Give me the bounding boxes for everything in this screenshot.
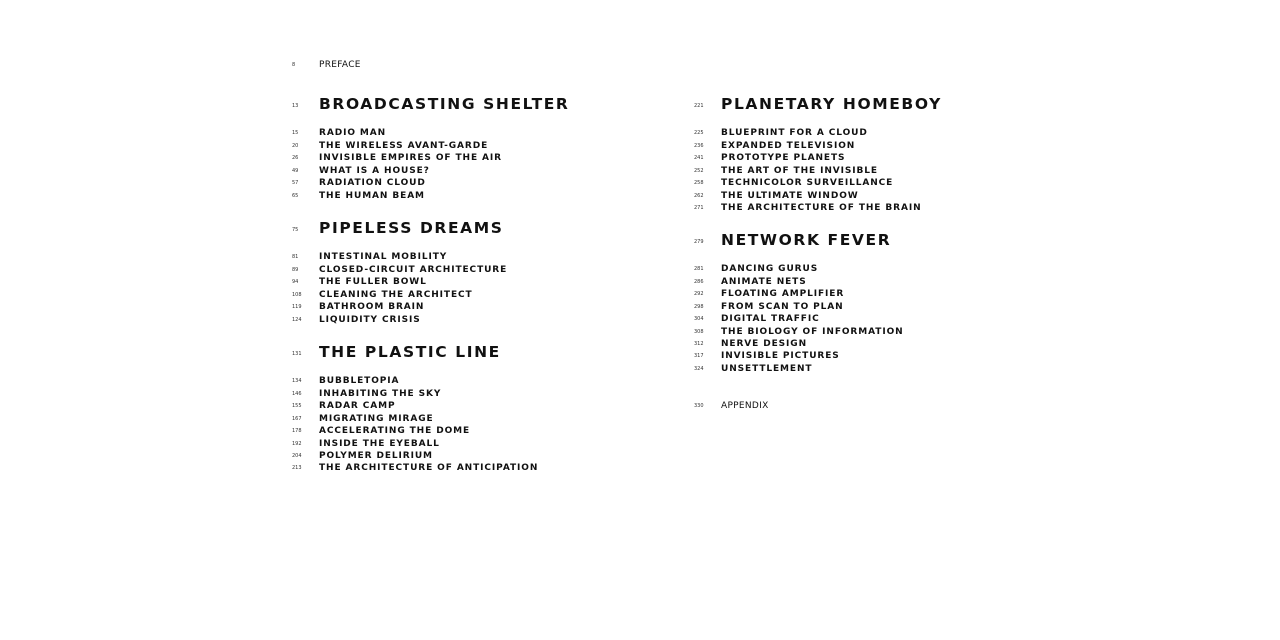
toc-entry (694, 176, 1280, 190)
toc-title: BUBBLETOPIA (319, 376, 400, 386)
toc-title: POLYMER DELIRIUM (319, 451, 433, 461)
toc-page-number: 324 (694, 366, 704, 372)
toc-title: BROADCASTING SHELTER (319, 95, 570, 113)
toc-page-number: 304 (694, 316, 704, 322)
toc-entry (292, 424, 932, 438)
toc-title: THE PLASTIC LINE (319, 343, 501, 361)
toc-title: BATHROOM BRAIN (319, 302, 425, 312)
toc-page-number: 134 (292, 378, 302, 384)
toc-title: LIQUIDITY CRISIS (319, 315, 421, 325)
toc-page-number: 13 (292, 103, 299, 109)
toc-entry (694, 126, 1280, 140)
toc-page-number: 279 (694, 239, 704, 245)
toc-entry (694, 151, 1280, 165)
toc-page-number: 108 (292, 292, 302, 298)
toc-title: UNSETTLEMENT (721, 364, 813, 374)
toc-page-number: 286 (694, 279, 704, 285)
toc-title: PLANETARY HOMEBOY (721, 95, 942, 113)
toc-page-number: 155 (292, 403, 302, 409)
toc-entry (292, 374, 932, 388)
toc-title: INTESTINAL MOBILITY (319, 252, 448, 262)
toc-title: THE ART OF THE INVISIBLE (721, 166, 878, 176)
toc-title: RADIO MAN (319, 128, 387, 138)
toc-page-number: 221 (694, 103, 704, 109)
toc-title: APPENDIX (721, 401, 769, 411)
toc-page-number: 167 (292, 416, 302, 422)
toc-page-number: 262 (694, 193, 704, 199)
toc-entry (292, 58, 932, 72)
toc-title: WHAT IS A HOUSE? (319, 166, 430, 176)
toc-title: CLEANING THE ARCHITECT (319, 290, 473, 300)
toc-page-number: 8 (292, 62, 296, 68)
toc-page-number: 15 (292, 130, 299, 136)
toc-entry (694, 287, 1280, 301)
toc-entry (694, 262, 1280, 276)
toc-title: THE WIRELESS AVANT-GARDE (319, 141, 489, 151)
toc-title: FLOATING AMPLIFIER (721, 289, 845, 299)
toc-page-number: 131 (292, 351, 302, 357)
toc-page-number: 124 (292, 317, 302, 323)
toc-page-number: 271 (694, 205, 704, 211)
toc-entry (694, 312, 1280, 326)
toc-title: INVISIBLE PICTURES (721, 351, 840, 361)
toc-title: THE ARCHITECTURE OF THE BRAIN (721, 203, 922, 213)
toc-page-number: 119 (292, 304, 302, 310)
toc-title: PROTOTYPE PLANETS (721, 153, 846, 163)
toc-title: DIGITAL TRAFFIC (721, 314, 820, 324)
toc-page-number: 213 (292, 465, 302, 471)
toc-page-number: 225 (694, 130, 704, 136)
toc-title: THE FULLER BOWL (319, 277, 427, 287)
toc-title: RADIATION CLOUD (319, 178, 426, 188)
toc-title: NETWORK FEVER (721, 231, 892, 249)
toc-title: MIGRATING MIRAGE (319, 414, 434, 424)
toc-page-number: 281 (694, 266, 704, 272)
toc-title: INHABITING THE SKY (319, 389, 442, 399)
toc-title: TECHNICOLOR SURVEILLANCE (721, 178, 894, 188)
toc-title: NERVE DESIGN (721, 339, 808, 349)
toc-page-number: 292 (694, 291, 704, 297)
toc-title: RADAR CAMP (319, 401, 396, 411)
toc-page-number: 57 (292, 180, 299, 186)
toc-page-number: 178 (292, 428, 302, 434)
toc-title: ACCELERATING THE DOME (319, 426, 471, 436)
toc-page-number: 26 (292, 155, 299, 161)
toc-title: THE BIOLOGY OF INFORMATION (721, 327, 904, 337)
toc-entry (694, 399, 1280, 413)
toc-page-number: 236 (694, 143, 704, 149)
toc-page-number: 94 (292, 279, 299, 285)
toc-title: DANCING GURUS (721, 264, 819, 274)
toc-title: ANIMATE NETS (721, 277, 807, 287)
toc-page-number: 298 (694, 304, 704, 310)
toc-page-number: 81 (292, 254, 299, 260)
toc-page-number: 204 (292, 453, 302, 459)
toc-page-number: 65 (292, 193, 299, 199)
toc-title: THE ULTIMATE WINDOW (721, 191, 859, 201)
toc-title: EXPANDED TELEVISION (721, 141, 856, 151)
toc-page-number: 89 (292, 267, 299, 273)
toc-page-number: 317 (694, 353, 704, 359)
toc-page-number: 308 (694, 329, 704, 335)
toc-page-number: 146 (292, 391, 302, 397)
toc-page-number: 49 (292, 168, 299, 174)
toc-section-heading (694, 97, 1280, 111)
toc-page-number: 20 (292, 143, 299, 149)
toc-page-number: 241 (694, 155, 704, 161)
toc-section-heading (694, 233, 1280, 247)
toc-title: THE ARCHITECTURE OF ANTICIPATION (319, 463, 539, 473)
toc-title: CLOSED-CIRCUIT ARCHITECTURE (319, 265, 508, 275)
toc-page-number: 312 (694, 341, 704, 347)
toc-title: INVISIBLE EMPIRES OF THE AIR (319, 153, 502, 163)
toc-title: FROM SCAN TO PLAN (721, 302, 844, 312)
toc-entry (694, 362, 1280, 376)
toc-page-number: 330 (694, 403, 704, 409)
toc-entry (694, 201, 1280, 215)
toc-entry (292, 461, 932, 475)
toc-title: PREFACE (319, 60, 361, 70)
toc-title: INSIDE THE EYEBALL (319, 439, 440, 449)
toc-page-number: 75 (292, 227, 299, 233)
toc-title: THE HUMAN BEAM (319, 191, 425, 201)
toc-entry (694, 349, 1280, 363)
toc-page-number: 258 (694, 180, 704, 186)
toc-title: PIPELESS DREAMS (319, 219, 504, 237)
toc-title: BLUEPRINT FOR A CLOUD (721, 128, 868, 138)
toc-page-number: 192 (292, 441, 302, 447)
toc-page-number: 252 (694, 168, 704, 174)
